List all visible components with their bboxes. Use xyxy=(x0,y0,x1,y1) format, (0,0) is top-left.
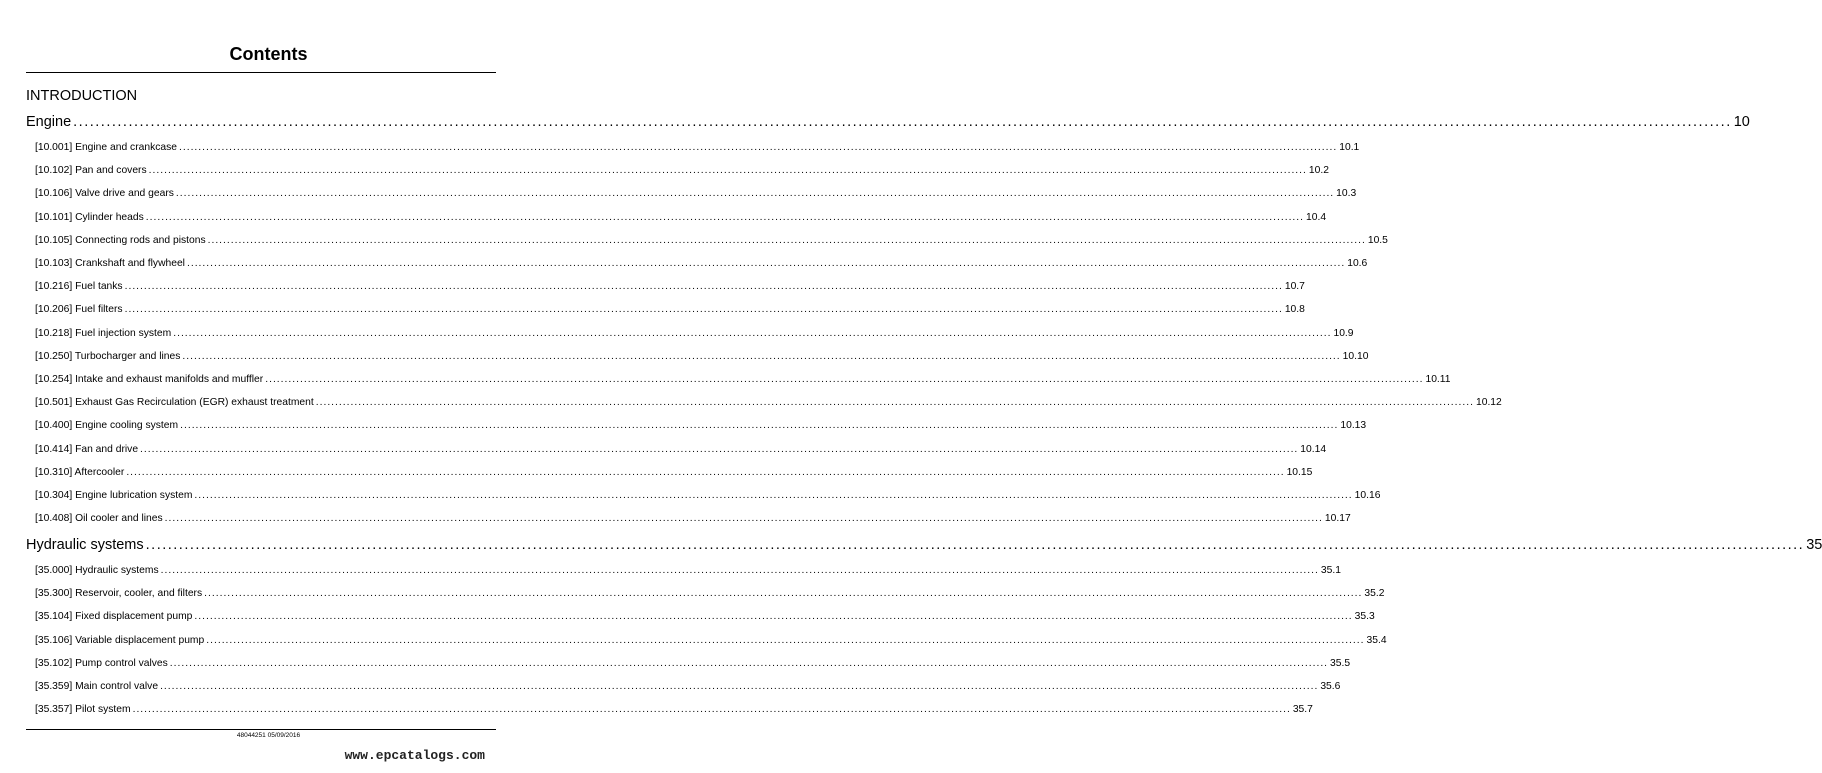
dot-leader: ............................................................................................................................................................................................................................................................................................................ xyxy=(160,681,1319,692)
dot-leader: ............................................................................................................................................................................................................................................................................................................ xyxy=(194,611,1353,623)
dot-leader: ............................................................................................................................................................................................................................................................................................................ xyxy=(186,258,1346,269)
toc-entry-row[interactable] xyxy=(35,513,1351,525)
toc-page-number: 10.3 xyxy=(1336,188,1357,200)
toc-page-number: 10.8 xyxy=(1284,304,1305,316)
toc-entry-label: [35.359] Main control valve xyxy=(35,681,159,692)
toc-page-number: 10.17 xyxy=(1324,513,1351,525)
toc-entry-row[interactable] xyxy=(35,466,1313,478)
toc-entry-label: [10.254] Intake and exhaust manifolds and muffler xyxy=(35,374,264,385)
dot-leader: ............................................................................................................................................................................................................................................................................................................ xyxy=(148,165,1307,177)
dot-leader: ............................................................................................................................................................................................................................................................................................................ xyxy=(126,466,1285,478)
toc-entry-label: [35.106] Variable displacement pump xyxy=(35,634,205,646)
toc-page-number: 10.7 xyxy=(1284,281,1305,293)
toc-page-number: 35.3 xyxy=(1354,611,1375,623)
toc-entry-label: [10.001] Engine and crankcase xyxy=(35,142,177,153)
dot-leader: ............................................................................................................................................................................................................................................................................................................ xyxy=(124,304,1283,316)
toc-entry-label: [10.106] Valve drive and gears xyxy=(35,188,174,200)
toc-entry-label: [10.102] Pan and covers xyxy=(35,165,147,177)
toc-page-number: 10.11 xyxy=(1425,374,1451,385)
toc-entry-label: [10.103] Crankshaft and flywheel xyxy=(35,258,185,269)
toc-page-number: 35 xyxy=(1806,537,1822,553)
dot-leader: ............................................................................................................................................................................................................................................................................................................ xyxy=(164,513,1323,525)
toc-page-number: 10.12 xyxy=(1475,397,1502,409)
dot-leader: ............................................................................................................................................................................................................................................................................................................ xyxy=(169,657,1329,669)
toc-page-number: 10.2 xyxy=(1308,165,1329,177)
toc-entry-row[interactable] xyxy=(35,258,1368,269)
dot-leader: ............................................................................................................................................................................................................................................................................................................ xyxy=(145,211,1305,223)
toc-entry-label: [10.501] Exhaust Gas Recirculation (EGR) exhaust treatment xyxy=(35,397,314,409)
dot-leader: ............................................................................................................................................................................................................................................................................................................ xyxy=(124,281,1283,293)
toc-page-number: 10 xyxy=(1733,114,1750,130)
toc-entry-row[interactable] xyxy=(35,304,1305,316)
dot-leader: ............................................................................................................................................................................................................................................................................................................ xyxy=(180,420,1339,432)
toc-page-number: 10.1 xyxy=(1339,142,1360,153)
toc-entry-row[interactable] xyxy=(35,681,1341,692)
toc-entry-row[interactable] xyxy=(35,588,1385,600)
dot-leader: ............................................................................................................................................................................................................................................................................................................ xyxy=(132,704,1291,716)
toc-entry-row[interactable] xyxy=(35,704,1313,716)
dot-leader: ............................................................................................................................................................................................................................................................................................................ xyxy=(207,234,1366,246)
dot-leader: ............................................................................................................................................................................................................................................................................................................ xyxy=(194,490,1353,501)
dot-leader: ............................................................................................................................................................................................................................................................................................................ xyxy=(265,374,1424,385)
toc-page-number: 10.5 xyxy=(1367,234,1388,246)
toc-entry-label: [35.357] Pilot system xyxy=(35,704,131,716)
toc-entry-label: [10.250] Turbocharger and lines xyxy=(35,350,181,362)
toc-entry-row[interactable] xyxy=(35,397,1502,409)
toc-page-number: 10.6 xyxy=(1347,258,1368,269)
toc-page-number: 35.4 xyxy=(1366,634,1387,646)
toc-entry-label: [10.400] Engine cooling system xyxy=(35,420,179,432)
toc-page-number: 35.5 xyxy=(1330,657,1351,669)
toc-entry-row[interactable] xyxy=(35,142,1360,153)
toc-page-number: 10.13 xyxy=(1340,420,1367,432)
toc-introduction[interactable]: INTRODUCTION xyxy=(26,88,138,104)
toc-section-row[interactable] xyxy=(26,114,1750,130)
toc-page-number: 35.6 xyxy=(1320,681,1341,692)
dot-leader: ............................................................................................................................................................................................................................................................................................................ xyxy=(206,634,1365,646)
dot-leader: ............................................................................................................................................................................................................................................................................................................ xyxy=(145,537,1805,553)
toc-entry-label: [10.408] Oil cooler and lines xyxy=(35,513,163,525)
dot-leader: ............................................................................................................................................................................................................................................................................................................ xyxy=(160,565,1319,576)
toc-section-row[interactable] xyxy=(26,537,1822,553)
toc-page-number: 10.9 xyxy=(1333,327,1354,339)
dot-leader: ............................................................................................................................................................................................................................................................................................................ xyxy=(175,188,1335,200)
toc-entry-label: [35.300] Reservoir, cooler, and filters xyxy=(35,588,203,600)
toc-page-number: 10.16 xyxy=(1354,490,1381,501)
toc-entry-label: [35.000] Hydraulic systems xyxy=(35,565,159,576)
toc-entry-row[interactable] xyxy=(35,443,1327,455)
toc-entry-row[interactable] xyxy=(35,188,1357,200)
document-id: 48044251 05/09/2016 xyxy=(236,732,301,739)
bottom-rule xyxy=(26,729,496,730)
toc-entry-label: [10.414] Fan and drive xyxy=(35,443,139,455)
toc-entry-row[interactable] xyxy=(35,657,1351,669)
toc-page-number: 10.4 xyxy=(1306,211,1327,223)
toc-entry-label: [10.101] Cylinder heads xyxy=(35,211,144,223)
toc-entry-label: [10.206] Fuel filters xyxy=(35,304,123,316)
toc-entry-label: Engine xyxy=(26,114,72,130)
toc-entry-row[interactable] xyxy=(35,327,1354,339)
toc-page-number: 35.2 xyxy=(1364,588,1385,600)
watermark: www.epcatalogs.com xyxy=(344,748,485,763)
toc-entry-row[interactable] xyxy=(35,350,1369,362)
toc-entry-label: [10.218] Fuel injection system xyxy=(35,327,172,339)
page-title: Contents xyxy=(229,44,308,64)
toc-entry-label: [10.105] Connecting rods and pistons xyxy=(35,234,206,246)
toc-entry-label: Hydraulic systems xyxy=(26,537,144,553)
toc-page-number: 10.14 xyxy=(1300,443,1327,455)
toc-entry-label: [35.104] Fixed displacement pump xyxy=(35,611,193,623)
toc-entry-label: [35.102] Pump control valves xyxy=(35,657,168,669)
toc-entry-label: [10.304] Engine lubrication system xyxy=(35,490,193,501)
dot-leader: ............................................................................................................................................................................................................................................................................................................ xyxy=(182,350,1341,362)
dot-leader: ............................................................................................................................................................................................................................................................................................................ xyxy=(178,142,1338,153)
toc-page-number: 35.1 xyxy=(1320,565,1341,576)
dot-leader: ............................................................................................................................................................................................................................................................................................................ xyxy=(204,588,1363,600)
toc-entry-row[interactable] xyxy=(35,374,1451,385)
toc-entry-label: [10.216] Fuel tanks xyxy=(35,281,123,293)
toc-entry-row[interactable] xyxy=(35,565,1341,576)
dot-leader: ............................................................................................................................................................................................................................................................................................................ xyxy=(73,114,1732,130)
toc-entry-row[interactable] xyxy=(35,281,1305,293)
toc-entry-row[interactable] xyxy=(35,211,1327,223)
toc-entry-label: [10.310] Aftercooler xyxy=(35,466,125,478)
toc-page-number: 10.10 xyxy=(1342,350,1369,362)
toc-entry-row[interactable] xyxy=(35,490,1381,501)
toc-entry-row[interactable] xyxy=(35,611,1375,623)
toc-page-number: 35.7 xyxy=(1292,704,1313,716)
toc-page-number: 10.15 xyxy=(1286,466,1313,478)
dot-leader: ............................................................................................................................................................................................................................................................................................................ xyxy=(315,397,1474,409)
toc-entry-row[interactable] xyxy=(35,165,1329,177)
top-rule xyxy=(26,72,496,73)
dot-leader: ............................................................................................................................................................................................................................................................................................................ xyxy=(173,327,1332,339)
dot-leader: ............................................................................................................................................................................................................................................................................................................ xyxy=(140,443,1299,455)
toc-entry-row[interactable] xyxy=(35,234,1388,246)
toc-entry-row[interactable] xyxy=(35,420,1367,432)
toc-entry-row[interactable] xyxy=(35,634,1387,646)
